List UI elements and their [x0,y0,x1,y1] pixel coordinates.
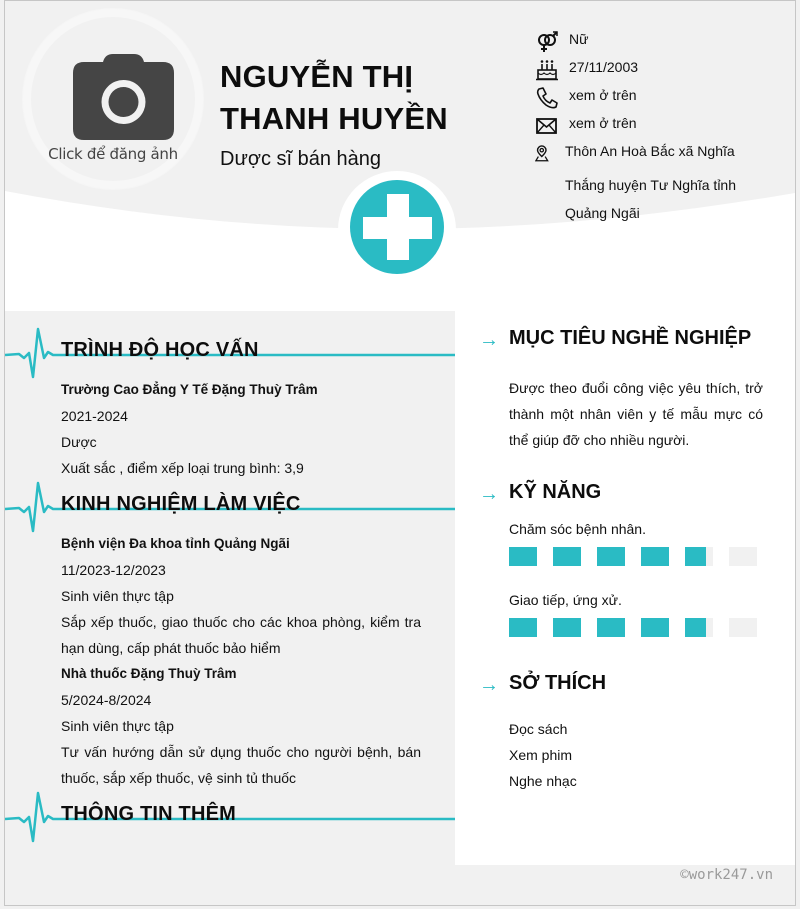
candidate-name [220,56,448,140]
address-line-1: Thôn An Hoà Bắc xã Nghĩa [565,143,735,159]
skill-label: Chăm sóc bệnh nhân. [509,521,646,537]
right-column [455,311,795,865]
section-skills [479,481,769,651]
skill-rating-bar [509,547,763,566]
skill-item [509,519,763,566]
section-objective [479,327,769,467]
skill-segment [509,547,537,566]
experience-role: Sinh viên thực tập [61,588,174,604]
education-result: Xuất sắc , điểm xếp loại trung bình: 3,9 [61,460,304,476]
objective-line-2: thành một nhân viên y tế mẫu mực có [509,406,763,422]
phone-icon [535,87,561,109]
skill-segment [597,618,625,637]
skill-segment [553,618,581,637]
name-line-1: NGUYỄN THỊ [220,59,414,94]
location-pin-icon [535,143,557,165]
experience-description: Sắp xếp thuốc, giao thuốc cho các khoa phòng, kiểm tra hạn dùng, cấp phát thuốc bảo hiểm [61,614,421,656]
watermark: ©work247.vn [680,867,773,883]
avatar-caption: Click để đăng ảnh [48,145,178,163]
address-line-2: Thắng huyện Tư Nghĩa tỉnh [565,177,737,193]
section-title-objective: MỤC TIÊU NGHỀ NGHIỆP [509,327,752,349]
skill-segment [641,618,669,637]
arrow-right-icon: → [479,483,499,505]
skill-segment [729,618,757,637]
experience-role: Sinh viên thực tập [61,718,174,734]
skill-segment [685,618,713,637]
hobby-item: Xem phim [509,747,573,763]
skill-rating-bar [509,618,763,637]
avatar-upload[interactable] [23,9,203,189]
section-title-education: TRÌNH ĐỘ HỌC VẤN [61,339,259,361]
section-title-experience: KINH NGHIỆM LÀM VIỆC [61,493,301,515]
objective-line-1: Được theo đuổi công việc yêu thích, trở [509,380,763,396]
hobby-item: Đọc sách [509,721,568,737]
gender-icon [535,31,561,53]
arrow-right-icon: → [479,674,499,696]
section-experience [5,479,455,786]
experience-description: Tư vấn hướng dẫn sử dụng thuốc cho người bệnh, bán thuốc, sắp xếp thuốc, vệ sinh tủ thuốc [61,744,421,786]
job-title: Dược sĩ bán hàng [220,148,382,170]
skill-label: Giao tiếp, ứng xử. [509,592,622,608]
arrow-right-icon: → [479,329,499,351]
skill-segment [597,547,625,566]
experience-company: Nhà thuốc Đặng Thuỳ Trâm [61,666,237,681]
contact-address [535,143,775,171]
experience-period: 5/2024-8/2024 [61,692,152,708]
cv-page [4,0,796,906]
section-title-hobbies: SỞ THÍCH [509,672,607,694]
education-period: 2021-2024 [61,408,128,424]
skill-segment [553,547,581,566]
hobby-item: Nghe nhạc [509,773,577,789]
section-title-skills: KỸ NĂNG [509,481,602,503]
experience-company: Bệnh viện Đa khoa tỉnh Quảng Ngãi [61,536,290,551]
school-name: Trường Cao Đẳng Y Tế Đặng Thuỳ Trâm [61,382,318,397]
birthday-value: 27/11/2003 [569,59,639,75]
skill-item [509,590,763,637]
experience-period: 11/2023-12/2023 [61,562,166,578]
address-line-3: Quảng Ngãi [565,205,640,221]
education-major: Dược [61,434,97,450]
section-hobbies [479,672,769,812]
skill-segment [685,547,713,566]
medical-plus-icon [338,171,456,289]
name-line-2: THANH HUYỀN [220,101,448,136]
skill-segment [509,618,537,637]
section-title-additional-info: THÔNG TIN THÊM [61,803,237,825]
section-education [5,325,455,475]
cv-header [5,1,795,311]
phone-value: xem ở trên [569,87,637,103]
skill-segment [729,547,757,566]
gender-value: Nữ [569,31,589,47]
objective-line-3: thể giúp đỡ cho nhiều người. [509,432,690,448]
section-additional-info [5,789,455,869]
skill-segment [641,547,669,566]
email-value: xem ở trên [569,115,637,131]
camera-icon [73,52,174,140]
birthday-cake-icon [535,59,561,81]
envelope-icon [535,115,561,137]
contact-info [535,31,775,227]
left-column [5,311,455,906]
